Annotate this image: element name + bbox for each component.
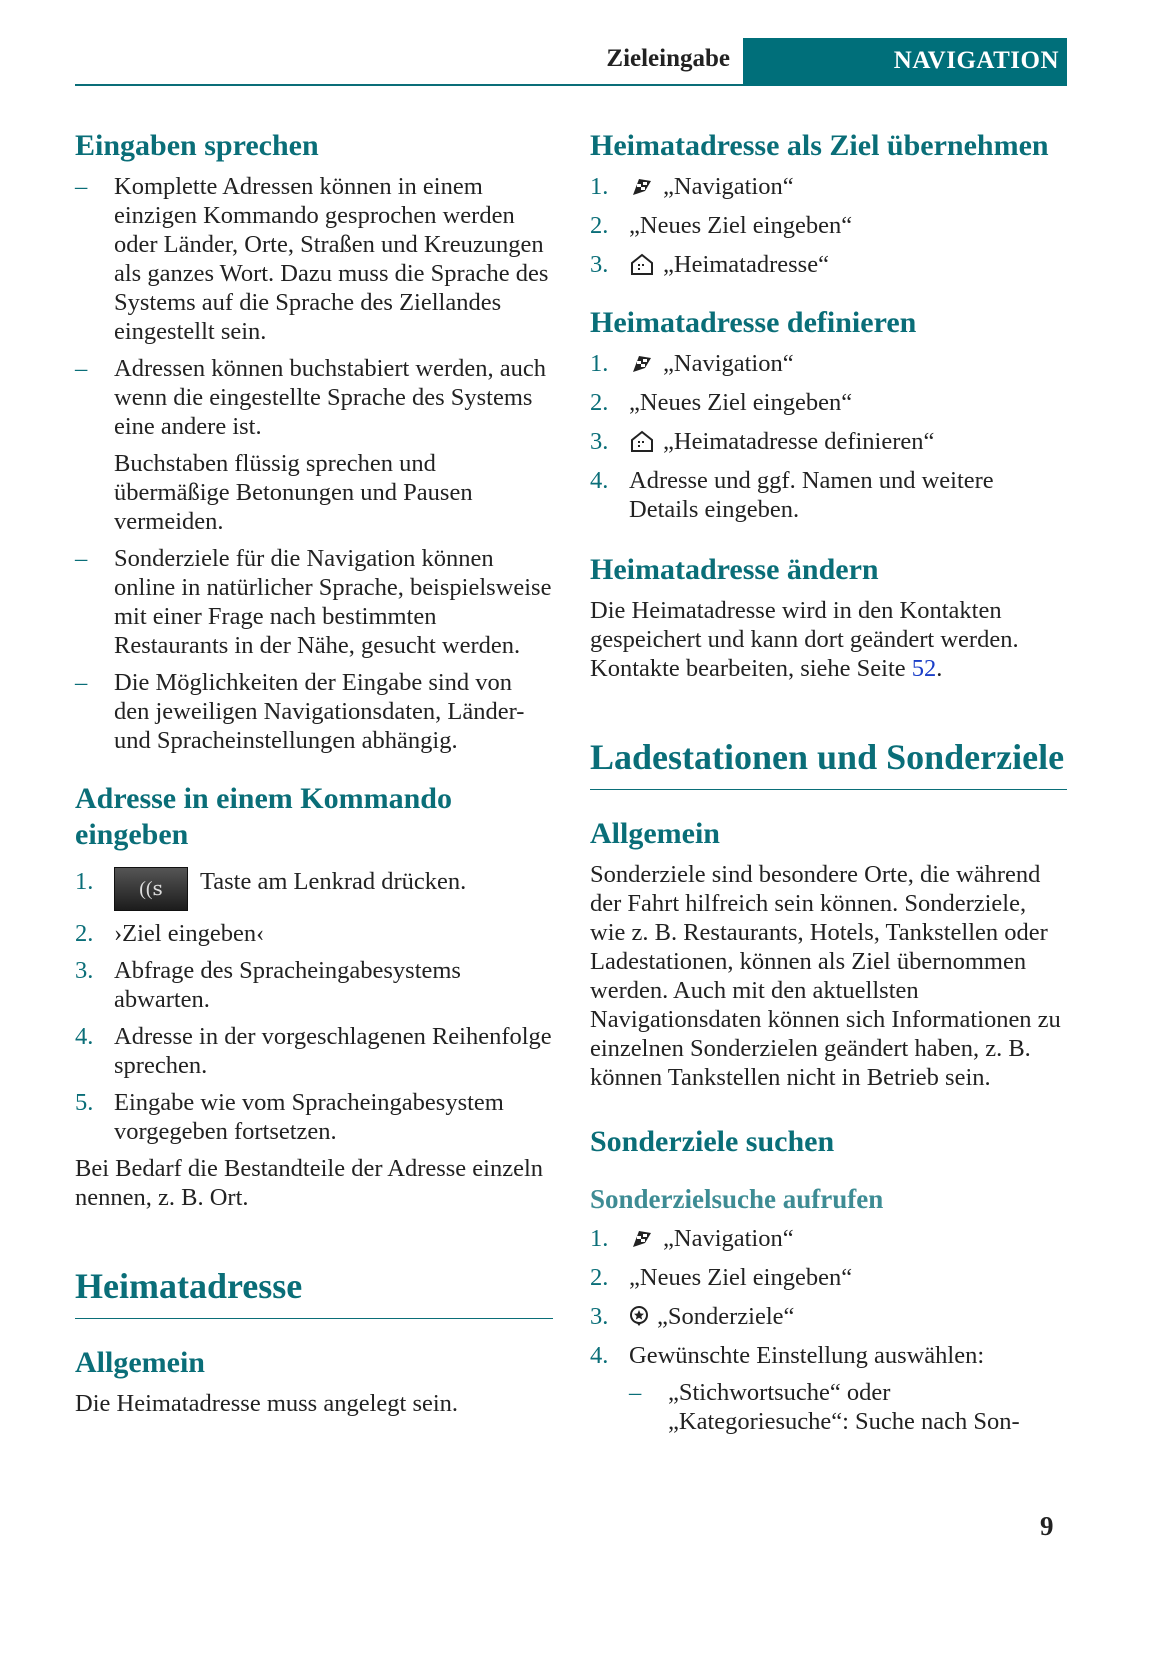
list-item: – Die Möglichkeiten der Eingabe sind von den jeweiligen Navigationsdaten, Länder- und Spracheinstellungen abhängig. <box>75 669 525 754</box>
flag-icon <box>629 352 655 374</box>
step: 4. Adresse und ggf. Namen und weitere Details eingeben. <box>590 467 994 523</box>
paragraph: Die Heimatadresse wird in den Kontakten gespeichert und kann dort geändert werden. Kontakte bearbeiten, siehe Seite 52. <box>590 597 1019 682</box>
step: 3. „Heimatadresse definieren“ <box>590 428 935 455</box>
voice-button-icon: ((ꜱ <box>114 867 188 911</box>
section-title: Zieleingabe <box>606 45 730 72</box>
paragraph: Die Heimatadresse muss angelegt sein. <box>75 1390 459 1417</box>
step: 2. ›Ziel eingeben‹ <box>75 920 265 947</box>
step: 3. „Sonderziele“ <box>590 1303 795 1330</box>
left-column <box>75 128 553 1426</box>
right-column <box>590 128 1067 1444</box>
step: 1. „Navigation“ <box>590 1225 794 1252</box>
home-icon <box>629 253 655 275</box>
step: 3. „Heimatadresse“ <box>590 251 829 278</box>
paragraph: Sonderziele sind besondere Orte, die während der Fahrt hilfreich sein können. Sonderziele, wie z. B. Restaurants, Hotels, Tankstellen oder Ladestationen, können als Ziel übernommen werden. Auch mit den aktuellsten Navigationsdaten können sich Informationen zu einzelnen Sonderzielen geändert haben, z. B. können Tankstellen nicht in Betrieb sein. <box>590 861 1061 1091</box>
list-item: – Komplette Adressen können in einem einzigen Kommando gesprochen werden oder Länder, Orte, Straßen und Kreuzungen als ganzes Wort. Dazu muss die Sprache des Systems auf die Sprache des Ziellandes eingestellt sein. <box>75 173 549 345</box>
step: 4. Gewünschte Einstellung auswählen: <box>590 1342 985 1369</box>
flag-icon <box>629 175 655 197</box>
paragraph: Bei Bedarf die Bestandteile der Adresse einzeln nennen, z. B. Ort. <box>75 1155 544 1211</box>
step: 2. „Neues Ziel eingeben“ <box>590 212 853 239</box>
step: 2. „Neues Ziel eingeben“ <box>590 389 853 416</box>
step: 1. ((ꜱ Taste am Lenkrad drücken. <box>75 867 553 911</box>
heading-kommando: Adresse in einem Kommando eingeben <box>75 782 452 851</box>
flag-icon <box>629 1227 655 1249</box>
step: 1. „Navigation“ <box>590 173 794 200</box>
step: 4. Adresse in der vorgeschlagenen Reihenfolge sprechen. <box>75 1023 552 1079</box>
list-item: – Sonderziele für die Navigation können online in natürlicher Sprache, beispielsweise mit einer Frage nach bestimmten Restaurants in der Nähe, gesucht werden. <box>75 545 552 659</box>
step: 2. „Neues Ziel eingeben“ <box>590 1264 853 1291</box>
heading-ladestationen: Ladestationen und Sonderziele <box>590 735 1067 790</box>
heading-sonderziele-suchen: Sonderziele suchen <box>590 1125 835 1158</box>
heading-allgemein: Allgemein <box>590 817 720 850</box>
heading-heimatadresse: Heimatadresse <box>75 1264 553 1319</box>
heading-sonderzielsuche: Sonderzielsuche aufrufen <box>590 1184 884 1214</box>
list-item: – Adressen können buchstabiert werden, auch wenn die eingestellte Sprache des Systems eine andere ist. <box>75 355 547 440</box>
heading-aendern: Heimatadresse ändern <box>590 553 879 586</box>
step: 3. Abfrage des Spracheingabesystems abwarten. <box>75 957 461 1013</box>
chapter-tab: NAVIGATION <box>743 38 1067 86</box>
heading-eingaben: Eingaben sprechen <box>75 129 319 162</box>
heading-definieren: Heimatadresse definieren <box>590 306 917 339</box>
poi-icon <box>629 1305 649 1327</box>
step: 5. Eingabe wie vom Spracheingabesystem vorgegeben fortsetzen. <box>75 1089 504 1145</box>
list-note: Buchstaben flüssig sprechen und übermäßige Betonungen und Pausen vermeiden. <box>114 450 473 535</box>
list-item: – „Stichwortsuche“ oder „Kategoriesuche“: Suche nach Son- <box>629 1379 1020 1435</box>
page-number: 9 <box>1040 1511 1054 1541</box>
home-icon <box>629 430 655 452</box>
page-link[interactable]: 52 <box>911 655 937 682</box>
step: 1. „Navigation“ <box>590 350 794 377</box>
heading-uebernehmen: Heimatadresse als Ziel übernehmen <box>590 129 1049 162</box>
heading-allgemein: Allgemein <box>75 1346 205 1379</box>
header-rule <box>75 84 743 86</box>
